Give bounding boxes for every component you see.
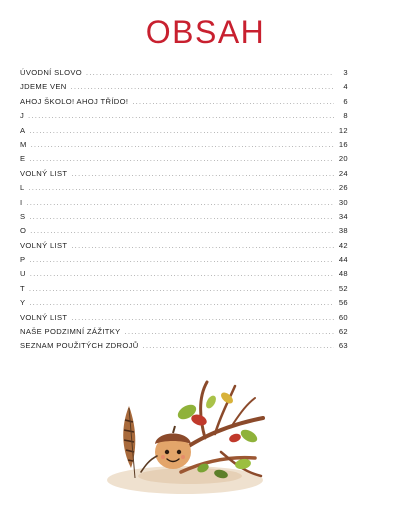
toc-entry-page-number: 42 <box>338 240 348 250</box>
toc-entry <box>20 126 348 140</box>
toc-entry-label: P <box>20 255 26 265</box>
toc-entry <box>20 169 348 183</box>
toc-entry <box>20 298 348 312</box>
toc-entry-page-number: 44 <box>338 255 348 265</box>
toc-leader-dots <box>29 286 334 293</box>
toc-entry-label: J <box>20 111 25 121</box>
toc-entry-label: JDEME VEN <box>20 82 67 92</box>
toc-entry <box>20 68 348 82</box>
acorn-cheek-left <box>161 455 165 459</box>
toc-leader-dots <box>29 156 334 163</box>
toc-leader-dots <box>29 257 334 264</box>
toc-entry-page-number: 62 <box>338 327 348 337</box>
toc-entry <box>20 241 348 255</box>
toc-leader-dots <box>71 315 334 322</box>
toc-entry-page-number: 8 <box>343 111 348 121</box>
acorn-character-icon <box>95 376 275 506</box>
toc-entry <box>20 183 348 197</box>
toc-leader-dots <box>29 128 334 135</box>
toc-leader-dots <box>30 271 334 278</box>
toc-entry-label: S <box>20 211 26 221</box>
toc-leader-dots <box>71 243 334 250</box>
toc-entry-page-number: 24 <box>338 168 348 178</box>
toc-entry-page-number: 38 <box>338 226 348 236</box>
toc-entry-label: L <box>20 183 25 193</box>
toc-leader-dots <box>71 84 334 91</box>
toc-entry-page-number: 26 <box>338 183 348 193</box>
toc-entry-label: ÚVODNÍ SLOVO <box>20 68 83 77</box>
toc-entry <box>20 341 348 355</box>
toc-entry <box>20 140 348 154</box>
acorn-eye-left <box>165 450 169 454</box>
toc-entry <box>20 111 348 125</box>
toc-entry-page-number: 4 <box>343 82 348 92</box>
toc-entry <box>20 82 348 96</box>
toc-entry-page-number: 3 <box>343 68 348 77</box>
toc-entry <box>20 327 348 341</box>
toc-entry-label: I <box>20 197 23 207</box>
toc-entry <box>20 97 348 111</box>
branch-up-left <box>201 382 207 438</box>
toc-leader-dots <box>29 300 334 307</box>
toc-entry-page-number: 48 <box>338 269 348 279</box>
toc-entry-label: VOLNÝ LIST <box>20 312 68 322</box>
leaf-green <box>204 394 218 410</box>
acorn-eye-right <box>177 450 181 454</box>
toc-entry-page-number: 60 <box>338 312 348 322</box>
leaf-green <box>239 427 260 445</box>
toc-entry <box>20 269 348 283</box>
toc-entry <box>20 212 348 226</box>
page-title: OBSAH <box>145 14 266 50</box>
toc-entry-label: M <box>20 139 27 149</box>
leaf-red <box>228 432 242 444</box>
toc-entry-label: A <box>20 125 26 135</box>
toc-leader-dots <box>132 99 334 106</box>
toc-entry-page-number: 12 <box>338 125 348 135</box>
toc-entry-label: VOLNÝ LIST <box>20 168 68 178</box>
toc-leader-dots <box>71 171 334 178</box>
toc-entry-page-number: 6 <box>343 96 348 106</box>
acorn-stem <box>173 426 175 433</box>
toc-entry-label: U <box>20 269 26 279</box>
toc-leader-dots <box>29 214 334 221</box>
toc-leader-dots <box>86 70 334 77</box>
toc-entry-label: O <box>20 226 27 236</box>
toc-entry <box>20 255 348 269</box>
toc-entry-label: AHOJ ŠKOLO! AHOJ TŘÍDO! <box>20 96 129 106</box>
toc-entry-label: NAŠE PODZIMNÍ ZÁŽITKY <box>20 327 121 337</box>
toc-leader-dots <box>125 329 334 336</box>
toc-leader-dots <box>143 343 334 350</box>
acorn-cheek-right <box>181 455 185 459</box>
toc-entry-page-number: 30 <box>338 197 348 207</box>
toc-entry-page-number: 63 <box>338 341 348 351</box>
toc-leader-dots <box>28 113 334 120</box>
toc-entry <box>20 198 348 212</box>
toc-entry-label: E <box>20 154 26 164</box>
toc-entry-label: T <box>20 283 25 293</box>
toc-leader-dots <box>29 185 334 192</box>
toc-entry-page-number: 34 <box>338 211 348 221</box>
toc-leader-dots <box>26 200 334 207</box>
toc-entry-page-number: 52 <box>338 283 348 293</box>
toc-entry-label: SEZNAM POUŽITÝCH ZDROJŮ <box>20 341 139 351</box>
toc-entry-page-number: 56 <box>338 298 348 308</box>
toc-entry <box>20 284 348 298</box>
toc-entry-label: Y <box>20 298 26 308</box>
toc-entry-page-number: 20 <box>338 154 348 164</box>
toc-entry-label: VOLNÝ LIST <box>20 240 68 250</box>
table-of-contents <box>20 68 348 356</box>
toc-entry <box>20 154 348 168</box>
toc-entry-page-number: 16 <box>338 139 348 149</box>
toc-leader-dots <box>30 228 334 235</box>
toc-entry <box>20 226 348 240</box>
toc-entry <box>20 313 348 327</box>
toc-leader-dots <box>31 142 334 149</box>
